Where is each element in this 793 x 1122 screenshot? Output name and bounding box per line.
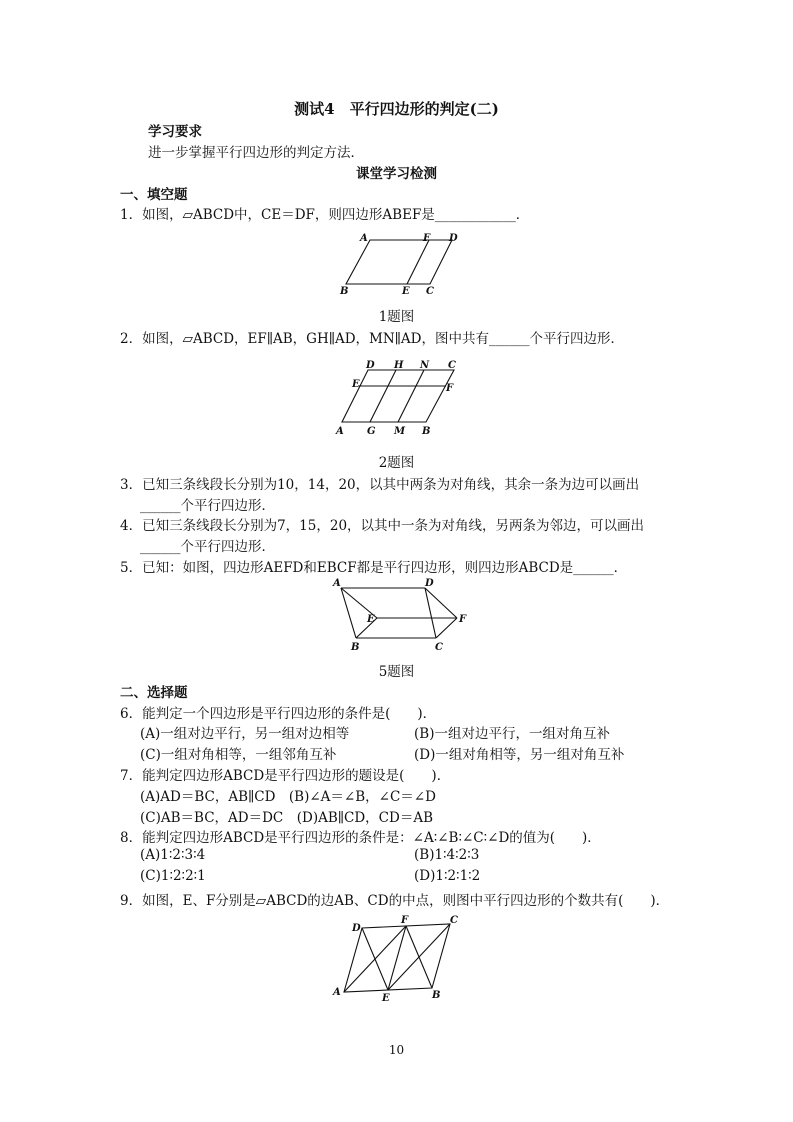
fig5-segment-ab bbox=[341, 588, 356, 638]
fig2-label-f: F bbox=[446, 383, 454, 394]
fig9-label-e: E bbox=[382, 993, 390, 1004]
fig5-segment-df bbox=[425, 588, 457, 618]
fig5-label-d: D bbox=[425, 578, 434, 589]
fig9-label-a: A bbox=[333, 987, 341, 998]
fig5-segment-dc bbox=[425, 588, 436, 638]
question-8-option-a: (A)1∶2∶3∶4 bbox=[140, 847, 206, 863]
fig1-label-d: D bbox=[449, 233, 458, 244]
fig1-parallelogram bbox=[346, 240, 452, 284]
fig5-label-c: C bbox=[435, 642, 443, 652]
figure-2-caption: 2题图 bbox=[378, 455, 415, 471]
question-3-line2: ______个平行四边形． bbox=[140, 498, 275, 514]
question-3-line1: 3．已知三条线段长分别为10，14，20，以其中两条为对角线，其余一条为边可以画出 bbox=[120, 477, 640, 493]
fig9-label-b: B bbox=[432, 990, 441, 1001]
fig1-label-c: C bbox=[426, 286, 434, 297]
question-8-option-c: (C)1∶2∶2∶1 bbox=[140, 868, 206, 884]
page-number: 10 bbox=[388, 1043, 405, 1057]
fig2-parallelogram bbox=[342, 370, 454, 422]
fig9-label-d: D bbox=[352, 923, 361, 934]
fig9-label-f: F bbox=[401, 915, 409, 926]
question-6-option-b: (B)一组对边平行，一组对角互补 bbox=[414, 726, 610, 742]
fig2-label-n: N bbox=[420, 360, 430, 371]
fig2-label-m: M bbox=[394, 426, 406, 437]
fig1-label-e: E bbox=[402, 286, 410, 297]
fig1-label-a: A bbox=[360, 233, 368, 244]
fig2-label-g: G bbox=[367, 426, 376, 437]
fig2-segment-mn bbox=[398, 370, 424, 422]
section1-heading: 一、填空题 bbox=[120, 187, 188, 203]
classroom-heading: 课堂学习检测 bbox=[356, 166, 437, 182]
fig2-label-b: B bbox=[422, 426, 431, 437]
question-6-option-c: (C)一组对角相等，一组邻角互补 bbox=[140, 747, 337, 763]
question-8-option-d: (D)1∶2∶1∶2 bbox=[414, 868, 481, 884]
fig2-label-a: A bbox=[336, 426, 344, 437]
requirements-text: 进一步掌握平行四边形的判定方法． bbox=[148, 145, 364, 161]
question-5: 5．已知：如图，四边形AEFD和EBCF都是平行四边形，则四边形ABCD是______． bbox=[120, 560, 628, 576]
question-7-stem: 7．能判定四边形ABCD是平行四边形的题设是( )． bbox=[120, 768, 451, 784]
question-8-option-b: (B)1∶4∶2∶3 bbox=[414, 847, 480, 863]
fig9-label-c: C bbox=[450, 915, 458, 926]
requirements-heading: 学习要求 bbox=[148, 124, 202, 140]
figure-2 bbox=[330, 356, 470, 440]
question-8-stem: 8．能判定四边形ABCD是平行四边形的条件是：∠A∶∠B∶∠C∶∠D的值为( )． bbox=[120, 830, 601, 846]
figure-1-caption: 1题图 bbox=[378, 309, 415, 325]
fig2-label-d: D bbox=[366, 360, 375, 371]
question-6-option-d: (D)一组对角相等，另一组对角互补 bbox=[414, 747, 625, 763]
fig2-label-c: C bbox=[448, 360, 456, 371]
fig1-segment-fe bbox=[407, 240, 429, 284]
question-6-option-a: (A)一组对边平行，另一组对边相等 bbox=[140, 726, 350, 742]
question-4-line2: ______个平行四边形． bbox=[140, 539, 275, 555]
question-7-options-ab: (A)AD＝BC，AB∥CD (B)∠A＝∠B，∠C＝∠D bbox=[140, 789, 436, 805]
question-7-options-cd: (C)AB＝BC，AD＝DC (D)AB∥CD，CD＝AB bbox=[140, 810, 433, 826]
question-1: 1．如图，▱ABCD中，CE＝DF，则四边形ABEF是____________． bbox=[120, 207, 530, 223]
fig5-label-a: A bbox=[333, 578, 341, 589]
fig2-label-h: H bbox=[394, 360, 404, 371]
fig5-label-f: F bbox=[459, 614, 467, 625]
fig5-label-b: B bbox=[351, 642, 360, 652]
fig5-segment-fc bbox=[436, 618, 457, 638]
fig5-label-e: E bbox=[367, 614, 375, 625]
fig2-segment-gh bbox=[370, 370, 396, 422]
fig1-label-b: B bbox=[340, 286, 349, 297]
figure-5-caption: 5题图 bbox=[378, 664, 415, 680]
fig1-label-f: F bbox=[423, 233, 431, 244]
figure-1 bbox=[330, 228, 470, 298]
figure-5 bbox=[325, 576, 475, 652]
fig2-label-e: E bbox=[352, 379, 360, 390]
section2-heading: 二、选择题 bbox=[120, 685, 188, 701]
question-4-line1: 4．已知三条线段长分别为7，15，20，以其中一条为对角线，另两条为邻边，可以画出 bbox=[120, 518, 645, 534]
figure-9 bbox=[326, 912, 466, 1004]
question-9: 9．如图，E、F分别是▱ABCD的边AB、CD的中点，则图中平行四边形的个数共有( )． bbox=[120, 893, 670, 909]
question-2: 2．如图，▱ABCD，EF∥AB，GH∥AD，MN∥AD，图中共有______个平行四边形． bbox=[120, 331, 624, 347]
question-6-stem: 6．能判定一个四边形是平行四边形的条件是( )． bbox=[120, 706, 437, 722]
page-title: 测试4 平行四边形的判定(二) bbox=[294, 100, 499, 118]
